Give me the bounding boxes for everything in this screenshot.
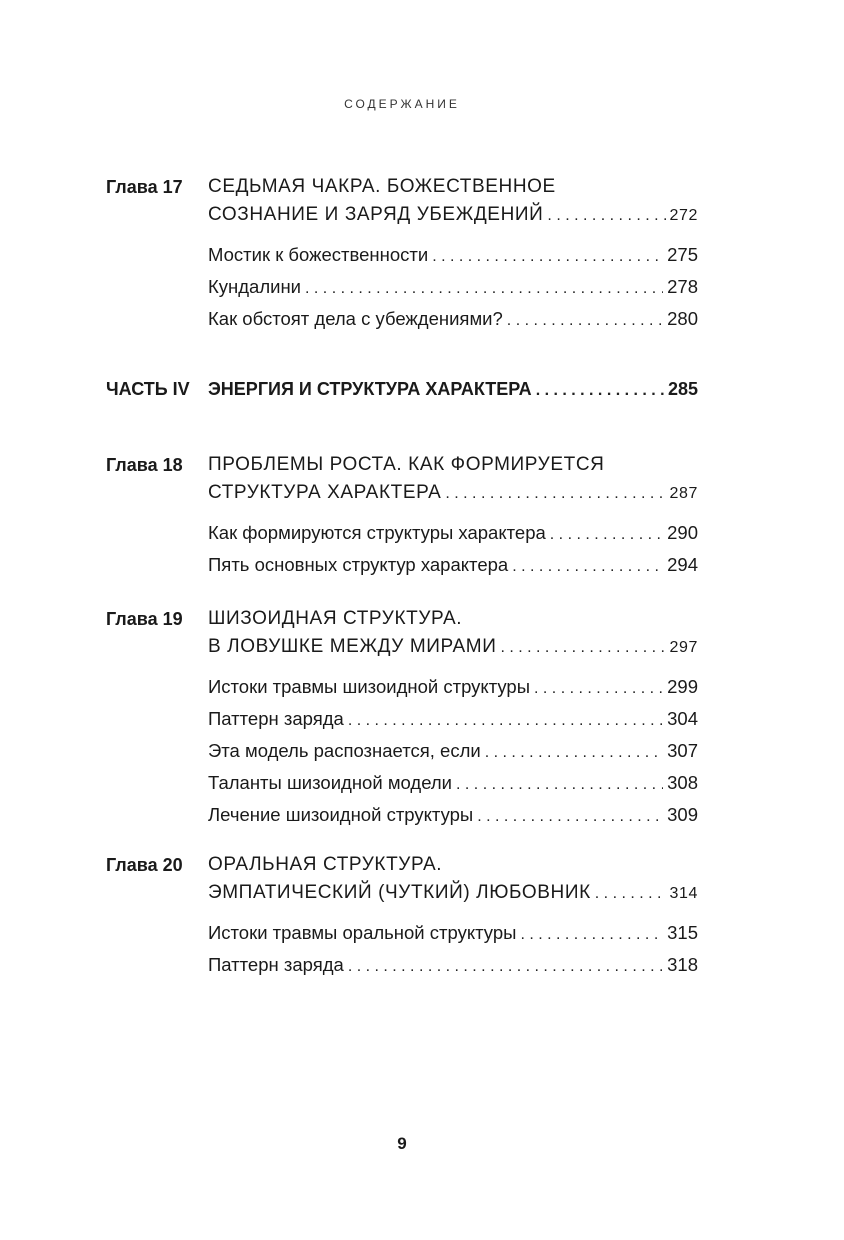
chapter-title-line-1: ШИЗОИДНАЯ СТРУКТУРА. bbox=[208, 608, 463, 629]
dot-leader bbox=[512, 552, 663, 582]
chapter-title-line-1: СЕДЬМАЯ ЧАКРА. БОЖЕСТВЕННОЕ bbox=[208, 176, 556, 197]
dot-leader bbox=[520, 920, 663, 950]
section-list bbox=[208, 518, 698, 582]
dot-leader bbox=[445, 480, 665, 508]
toc-entry: Истоки травмы шизоидной структуры . . . 299 bbox=[208, 672, 698, 704]
page-number: 278 bbox=[667, 276, 698, 297]
dot-leader bbox=[550, 520, 663, 550]
page-number: 299 bbox=[667, 676, 698, 697]
chapter-content bbox=[208, 451, 698, 582]
chapter-label: Глава 17 bbox=[106, 177, 183, 197]
dot-leader bbox=[547, 202, 665, 230]
dot-leader bbox=[348, 952, 663, 982]
page-number: 307 bbox=[667, 740, 698, 761]
toc-entry: Истоки травмы оральной структуры . . . 315 bbox=[208, 918, 698, 950]
part-label: ЧАСТЬ IV bbox=[106, 379, 190, 399]
toc-entry: Как формируются структуры характера . . . 290 bbox=[208, 518, 698, 550]
dot-leader bbox=[595, 880, 666, 908]
chapter-content bbox=[208, 851, 698, 982]
page-number: 314 bbox=[669, 885, 698, 902]
dot-leader bbox=[500, 634, 665, 662]
section-list bbox=[208, 672, 698, 832]
page-number: 287 bbox=[669, 485, 698, 502]
dot-leader bbox=[534, 674, 663, 704]
toc-entry: Как обстоят дела с убеждениями? . . . 280 bbox=[208, 304, 698, 336]
chapter-label: Глава 19 bbox=[106, 609, 183, 629]
chapter-title-line-1: ПРОБЛЕМЫ РОСТА. КАК ФОРМИРУЕТСЯ bbox=[208, 454, 605, 475]
dot-leader bbox=[348, 706, 663, 736]
chapter-label: Глава 18 bbox=[106, 455, 183, 475]
page-number: 275 bbox=[667, 244, 698, 265]
dot-leader bbox=[432, 242, 663, 272]
dot-leader bbox=[305, 274, 663, 304]
page-number: 309 bbox=[667, 804, 698, 825]
toc-entry: Мостик к божественности . . . 275 bbox=[208, 240, 698, 272]
part-content bbox=[208, 375, 698, 405]
toc-entry: Лечение шизоидной структуры . . . 309 bbox=[208, 800, 698, 832]
chapter-title-line-2: ЭМПАТИЧЕСКИЙ (ЧУТКИЙ) ЛЮБОВНИК . . . 314 bbox=[208, 879, 698, 908]
section-list bbox=[208, 918, 698, 982]
dot-leader bbox=[507, 306, 663, 336]
page-number: 308 bbox=[667, 772, 698, 793]
chapter-title-line-2: СТРУКТУРА ХАРАКТЕРА . . . 287 bbox=[208, 479, 698, 508]
toc-entry: Паттерн заряда . . . 304 bbox=[208, 704, 698, 736]
section-list bbox=[208, 240, 698, 336]
dot-leader bbox=[456, 770, 663, 800]
toc-entry: Таланты шизоидной модели . . . 308 bbox=[208, 768, 698, 800]
page-number: 297 bbox=[669, 639, 698, 656]
page-number: 285 bbox=[667, 379, 698, 399]
dot-leader bbox=[536, 377, 664, 405]
chapter-title-line-2: СОЗНАНИЕ И ЗАРЯД УБЕЖДЕНИЙ . . . 272 bbox=[208, 201, 698, 230]
chapter-content bbox=[208, 605, 698, 832]
chapter-title-line-2: В ЛОВУШКЕ МЕЖДУ МИРАМИ . . . 297 bbox=[208, 633, 698, 662]
chapter-title-line-1: ОРАЛЬНАЯ СТРУКТУРА. bbox=[208, 854, 443, 875]
chapter-label: Глава 20 bbox=[106, 855, 183, 875]
toc-entry: Паттерн заряда . . . 318 bbox=[208, 950, 698, 982]
page-number: 304 bbox=[667, 708, 698, 729]
part-title: ЭНЕРГИЯ И СТРУКТУРА ХАРАКТЕРА . . . 285 bbox=[208, 375, 698, 405]
page-number: 294 bbox=[667, 554, 698, 575]
toc-entry: Пять основных структур характера . . . 294 bbox=[208, 550, 698, 582]
page-number: 315 bbox=[667, 922, 698, 943]
page-number: 280 bbox=[667, 308, 698, 329]
page-number: 318 bbox=[667, 954, 698, 975]
page-number: 272 bbox=[669, 207, 698, 224]
dot-leader bbox=[485, 738, 663, 768]
toc-entry: Кундалини . . . 278 bbox=[208, 272, 698, 304]
toc-entry: Эта модель распознается, если . . . 307 bbox=[208, 736, 698, 768]
chapter-content bbox=[208, 173, 698, 336]
page-number: 290 bbox=[667, 522, 698, 543]
page-number-footer: 9 bbox=[397, 1134, 407, 1153]
running-head: СОДЕРЖАНИЕ bbox=[344, 97, 460, 111]
dot-leader bbox=[477, 802, 663, 832]
